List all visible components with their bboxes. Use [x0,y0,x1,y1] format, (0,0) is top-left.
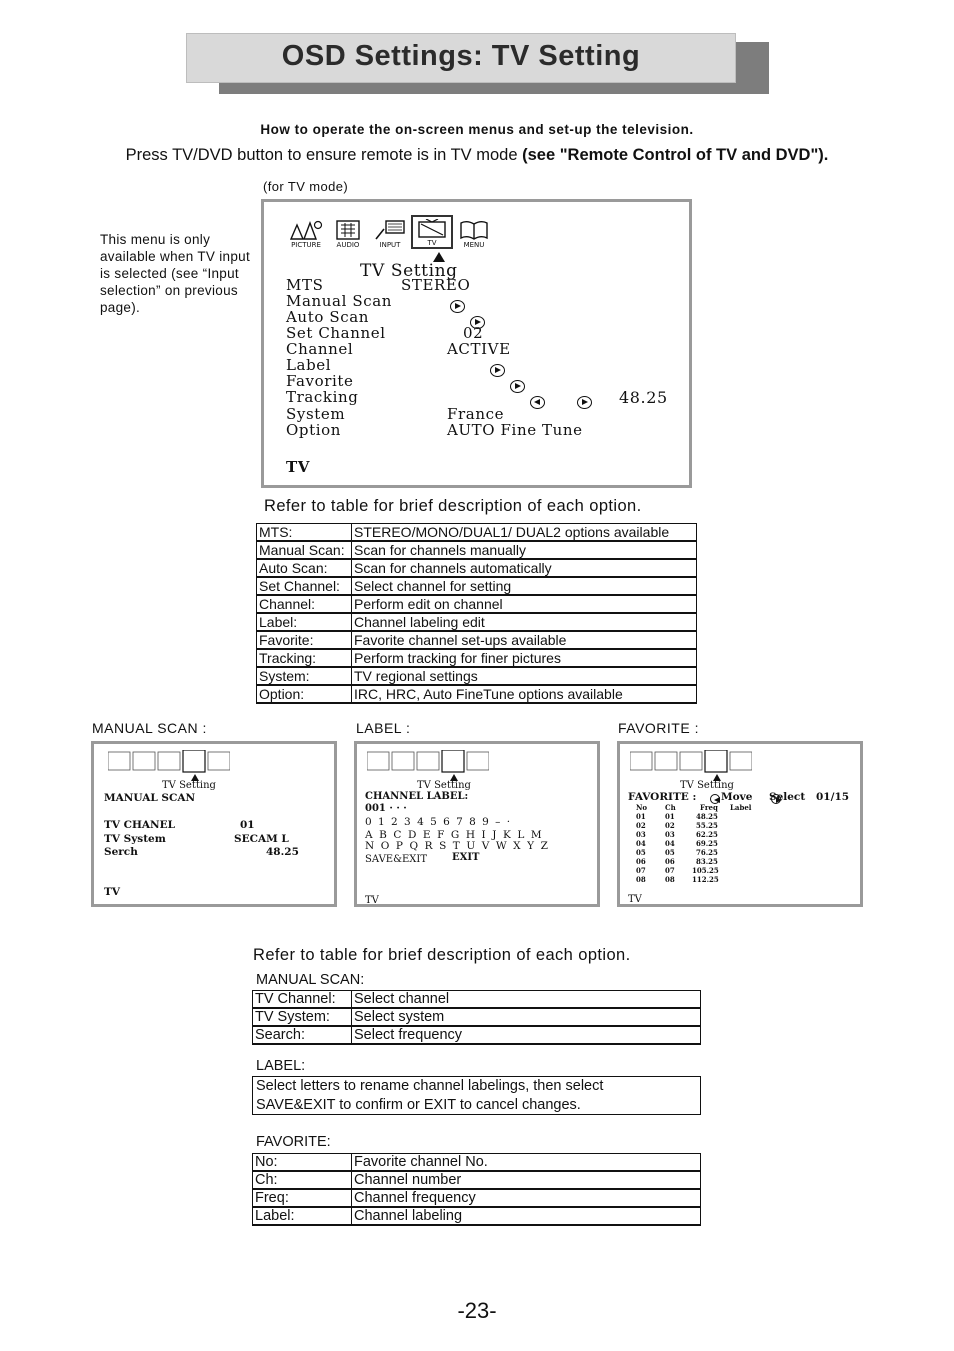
table-row [257,667,697,685]
table-cell-desc: Select channel for setting [352,577,697,595]
osd-row-label: Tracking [286,388,359,406]
osd-title: FAVORITE : [628,791,697,803]
label-osd [354,741,600,907]
label-current: 001 · · · [365,803,407,814]
table-row [253,1207,701,1225]
table-cell-key: Search: [253,1026,352,1044]
icon-picture [285,215,327,249]
osd-footer: TV [286,458,311,476]
side-note: This menu is only available when TV input is selected (see “Input selection” on previous page). [100,232,250,315]
osd-row-value: 48.25 [266,846,299,858]
tv-mode-label: (for TV mode) [263,179,349,194]
label-save-exit: SAVE&EXIT [365,854,428,865]
table-row [253,1008,701,1026]
table-cell-desc: Perform tracking for finer pictures [352,649,697,667]
col-freq: Freq [700,803,718,812]
table-row [257,524,697,542]
label-exit: EXIT [452,852,480,863]
table-cell-desc: Scan for channels manually [352,541,697,559]
fav-freq: 69.25 [696,839,718,848]
input-icon [374,219,406,241]
refer-text-2: Refer to table for brief description of each option. [253,946,631,964]
fav-ch: 04 [665,839,675,848]
fav-ch: 02 [665,821,675,830]
osd-row-value: ACTIVE [447,340,511,358]
table-cell-desc: Perform edit on channel [352,595,697,613]
favorite-table [252,1153,701,1226]
tv-setting-osd [261,199,692,488]
table-row [257,631,697,649]
table-cell-key: Set Channel: [257,577,352,595]
table-cell-desc: IRC, HRC, Auto FineTune options available [352,685,697,703]
picture-icon [288,219,324,241]
osd-heading: TV Setting [417,780,471,791]
fav-no: 04 [636,839,646,848]
table-cell-key: System: [257,667,352,685]
fav-ch: 08 [665,875,675,884]
table-row [253,1171,701,1189]
favorite-osd [617,741,863,907]
osd-footer: TV [365,895,379,906]
osd-footer: TV [104,886,120,898]
left-arrow-icon [530,396,545,409]
icon-tv-selected [411,215,453,249]
table-cell-key: Freq: [253,1189,352,1207]
osd-row-value: STEREO [401,276,471,294]
table-cell-desc: Channel number [352,1171,701,1189]
caption-favorite: FAVORITE : [618,720,699,736]
osd-heading: TV Setting [162,780,216,791]
manual-scan-osd [91,741,337,907]
fav-freq: 105.25 [692,866,719,875]
osd-row-label: Label [286,356,332,374]
table-cell-desc: Channel labeling edit [352,613,697,631]
page-number: -23- [457,1298,497,1323]
table-cell-key: Favorite: [257,631,352,649]
fav-ch: 06 [665,857,675,866]
osd-row-label: Channel [286,340,354,358]
osd-icon-bar [285,215,495,249]
table-cell-desc: Favorite channel set-ups available [352,631,697,649]
fav-no: 02 [636,821,646,830]
icon-label: MENU [463,241,485,249]
enter-arrow-icon [450,300,465,313]
fav-no: 08 [636,875,646,884]
icon-menu [453,215,495,249]
table-cell-key: TV Channel: [253,991,352,1009]
osd-row-label: TV CHANEL [104,819,176,831]
table-cell-key: MTS: [257,524,352,542]
fav-freq: 76.25 [696,848,718,857]
table-cell-key: Ch: [253,1171,352,1189]
osd-row-value: 48.25 [619,388,668,407]
intro-plain: Press TV/DVD button to ensure remote is in TV mode [125,146,523,164]
osd-row-value: 01 [240,819,255,831]
table-row [253,1026,701,1044]
label-heading: LABEL: [256,1058,306,1074]
table-row [257,595,697,613]
table-cell-key: Label: [253,1207,352,1225]
label-line1: Select letters to rename channel labelings, then select [256,1078,604,1094]
table-cell-desc: TV regional settings [352,667,697,685]
page-title: OSD Settings: TV Setting [281,40,641,72]
label-letters-row1: A B C D E F G H I J K L M [365,829,544,841]
table-cell-key: Auto Scan: [257,559,352,577]
table-cell-key: Label: [257,613,352,631]
intro-bold: (see "Remote Control of TV and DVD"). [522,146,829,164]
osd-row-value: SECAM L [234,833,289,845]
osd-row-label: Favorite [286,372,354,390]
label-table [252,1076,701,1115]
col-ch: Ch [665,803,676,812]
label-digits: 0 1 2 3 4 5 6 7 8 9 – · [365,816,512,828]
table-row [257,577,697,595]
fav-freq: 112.25 [692,875,719,884]
fav-no: 07 [636,866,646,875]
fav-no: 03 [636,830,646,839]
osd-row-value: 02 [463,324,484,342]
caption-manual-scan: MANUAL SCAN : [92,720,207,736]
osd-row-label: Set Channel [286,324,386,342]
fav-no: 05 [636,848,646,857]
fav-freq: 48.25 [696,812,718,821]
osd-footer: TV [628,894,642,905]
enter-arrow-icon [490,364,505,377]
fav-freq: 62.25 [696,830,718,839]
table-cell-desc: Scan for channels automatically [352,559,697,577]
osd-heading: TV Setting [680,780,734,791]
icon-label: TV [427,239,437,247]
table-row [257,541,697,559]
osd-row-label: Serch [104,846,138,858]
manual-scan-heading: MANUAL SCAN: [256,972,365,988]
col-label: Label [730,803,752,812]
table-cell-key: Option: [257,685,352,703]
refer-text: Refer to table for brief description of each option. [264,497,642,515]
options-table [256,523,697,704]
osd-row-label: Auto Scan [286,308,370,326]
col-no: No [636,803,648,812]
favorite-select: Select [769,791,806,803]
icon-label: INPUT [379,241,401,249]
osd-title: CHANNEL LABEL: [365,791,469,802]
label-line2: SAVE&EXIT to confirm or EXIT to cancel changes. [256,1097,581,1113]
osd-row-label: System [286,405,346,423]
icon-label: AUDIO [336,241,360,249]
favorite-heading: FAVORITE: [256,1134,331,1150]
table-cell-desc: Select frequency [352,1026,701,1044]
fav-ch: 07 [665,866,675,875]
table-row [257,685,697,703]
tv-icon [416,219,448,239]
table-row [253,1189,701,1207]
table-cell-desc: Select system [352,1008,701,1026]
fav-freq: 55.25 [696,821,718,830]
menu-book-icon [458,219,490,241]
table-row [257,649,697,667]
intro-text [0,146,954,165]
osd-icon-bar [108,750,230,774]
enter-arrow-icon [510,380,525,393]
subheading: How to operate the on-screen menus and set-up the television. [260,122,694,137]
table-row [253,991,701,1009]
table-row [257,559,697,577]
osd-icon-bar [630,750,752,774]
table-cell-key: Tracking: [257,649,352,667]
icon-label: PICTURE [291,241,321,249]
favorite-move: Move [721,791,753,803]
table-cell-desc: Channel labeling [352,1207,701,1225]
icon-audio [327,215,369,249]
osd-row-label: Manual Scan [286,292,393,310]
fav-no: 01 [636,812,646,821]
table-cell-key: No: [253,1154,352,1172]
osd-row-value: AUTO Fine Tune [447,421,583,439]
table-cell-key: Manual Scan: [257,541,352,559]
table-cell-desc: Favorite channel No. [352,1154,701,1172]
osd-row-label: TV System [104,833,166,845]
audio-icon [333,219,363,241]
caption-label: LABEL : [356,720,411,736]
osd-icon-bar [367,750,489,774]
icon-input [369,215,411,249]
right-arrow-icon [577,396,592,409]
fav-ch: 03 [665,830,675,839]
table-cell-key: Channel: [257,595,352,613]
fav-freq: 83.25 [696,857,718,866]
osd-row-label: Option [286,421,342,439]
fav-ch: 01 [665,812,675,821]
table-row [253,1154,701,1172]
table-cell-desc: Channel frequency [352,1189,701,1207]
fav-ch: 05 [665,848,675,857]
favorite-page: 01/15 [816,791,850,803]
manual-scan-table [252,990,701,1045]
table-cell-key: TV System: [253,1008,352,1026]
table-cell-desc: STEREO/MONO/DUAL1/ DUAL2 options available [352,524,697,542]
osd-title: MANUAL SCAN [104,792,196,804]
osd-row-label: MTS [286,276,324,294]
osd-heading: TV Setting [360,261,458,281]
fav-no: 06 [636,857,646,866]
osd-row-value: France [447,405,505,423]
table-row [257,613,697,631]
table-cell-desc: Select channel [352,991,701,1009]
label-letters-row2: N O P Q R S T U V W X Y Z [365,840,550,852]
